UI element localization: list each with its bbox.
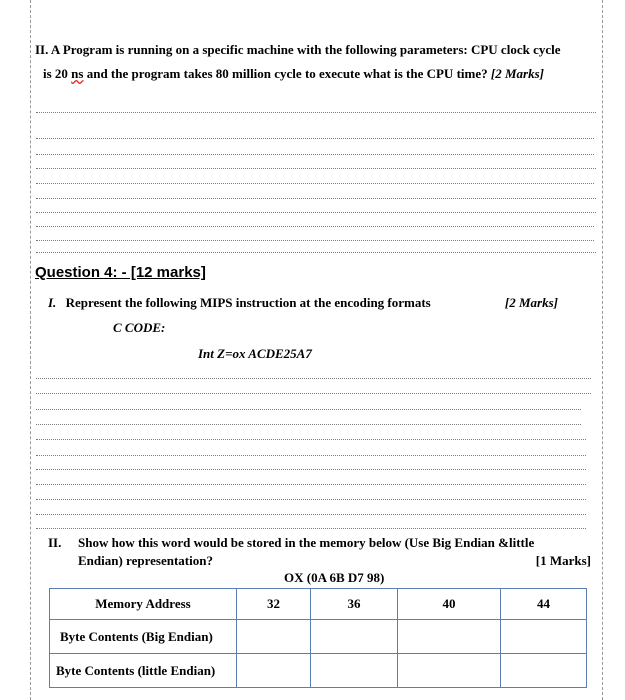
question-2-line-2 [35, 62, 595, 86]
question-2-marks: [2 Marks] [490, 66, 544, 81]
c-code-statement: Int Z=ox ACDE25A7 [198, 346, 312, 361]
part-2-marks: [1 Marks] [535, 553, 591, 568]
answer-line [36, 112, 596, 113]
byte-cell[interactable] [237, 654, 311, 688]
table-row [50, 589, 587, 620]
address-cell: 36 [311, 589, 398, 620]
answer-line [36, 183, 594, 184]
byte-cell[interactable] [237, 620, 311, 654]
answer-line [36, 212, 596, 213]
byte-cell[interactable] [501, 620, 587, 654]
address-cell: 40 [398, 589, 501, 620]
question-2-cpu-time [35, 38, 595, 86]
answer-line [36, 528, 586, 529]
answer-line [36, 226, 594, 227]
answer-line [36, 138, 594, 139]
answer-line [36, 378, 591, 379]
answer-line [36, 393, 591, 394]
table-row [50, 620, 587, 654]
answer-line [36, 409, 581, 410]
byte-cell[interactable] [311, 654, 398, 688]
memory-address-header: Memory Address [50, 589, 237, 620]
clock-unit: ns [71, 66, 84, 81]
byte-cell[interactable] [311, 620, 398, 654]
answer-line [36, 514, 586, 515]
answer-line [36, 424, 581, 425]
part-2-number: II. [48, 535, 62, 550]
c-code-label: C CODE: [113, 320, 166, 335]
page-border-left [30, 0, 31, 700]
table-row [50, 654, 587, 688]
part-2-line-1: Show how this word would be stored in the memory below (Use Big Endian &little [78, 535, 535, 550]
answer-line [36, 455, 586, 456]
byte-cell[interactable] [398, 620, 501, 654]
answer-line [36, 252, 596, 253]
question-4-title: Question 4: - [12 marks] [35, 264, 206, 281]
question-2-line-1: II. A Program is running on a specific machine with the following parameters: CPU clock cycle [35, 42, 561, 57]
question-4-part-1 [48, 295, 578, 311]
answer-line [36, 240, 594, 241]
byte-cell[interactable] [398, 654, 501, 688]
memory-table [49, 588, 587, 688]
little-endian-label: Byte Contents (little Endian) [50, 654, 237, 688]
question-2-line-2-b: and the program takes 80 million cycle to execute what is the CPU time? [83, 66, 491, 81]
answer-line [36, 198, 596, 199]
answer-line [36, 439, 586, 440]
part-2-line-2: Endian) representation? [78, 553, 213, 568]
answer-line [36, 154, 594, 155]
question-2-line-2-a: is 20 [43, 66, 72, 81]
part-1-number: I. [48, 295, 57, 310]
answer-line [36, 499, 586, 500]
address-cell: 32 [237, 589, 311, 620]
page-border-right [602, 0, 603, 700]
part-1-marks: [2 Marks] [504, 295, 558, 310]
part-1-text: Represent the following MIPS instruction at the encoding formats [65, 295, 431, 310]
byte-cell[interactable] [501, 654, 587, 688]
word-value: OX (0A 6B D7 98) [284, 570, 385, 585]
answer-line [36, 469, 586, 470]
answer-line [36, 168, 596, 169]
answer-line [36, 484, 586, 485]
address-cell: 44 [501, 589, 587, 620]
big-endian-label: Byte Contents (Big Endian) [50, 620, 237, 654]
